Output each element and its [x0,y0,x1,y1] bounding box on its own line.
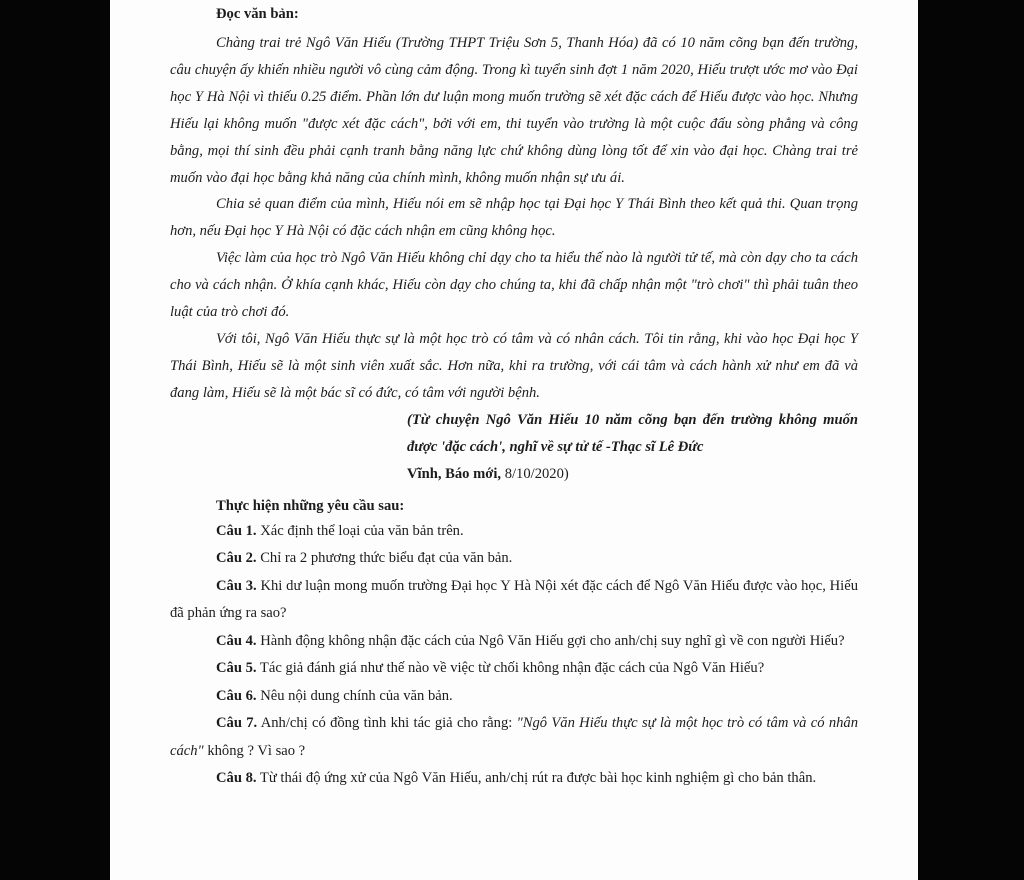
question-text: Hành động không nhận đặc cách của Ngô Văn Hiếu gợi cho anh/chị suy nghĩ gì về con người Hiếu? [256,632,845,649]
question-5 [170,655,858,683]
question-label: Câu 6. [216,687,257,704]
passage-paragraph-2: Chia sẻ quan điểm của mình, Hiếu nói em sẽ nhập học tại Đại học Y Thái Bình theo kết quả thi. Quan trọng hơn, nếu Đại học Y Hà Nội có đặc cách nhận em cũng không học. [170,196,858,240]
document-content [170,4,858,793]
question-4 [170,628,858,656]
source-publisher: Vĩnh, Báo mới, [407,465,502,482]
question-text: Khi dư luận mong muốn trường Đại học Y Hà Nội xét đặc cách để Ngô Văn Hiếu được vào học, Hiếu đã phản ứng ra sao? [170,577,858,622]
question-label: Câu 3. [216,577,257,594]
source-title: (Từ chuyện Ngô Văn Hiếu 10 năm cõng bạn đến trường không muốn được 'đặc cách', nghĩ về sự tử tế -Thạc sĩ Lê Đức [407,411,858,455]
question-8 [170,765,858,793]
question-text-after: không ? Vì sao ? [203,742,306,759]
question-label: Câu 7. [216,715,258,732]
question-label: Câu 4. [216,632,257,649]
question-text: Xác định thể loại của văn bản trên. [256,522,464,539]
question-6 [170,683,858,711]
question-label: Câu 1. [216,522,257,539]
question-text: Chỉ ra 2 phương thức biểu đạt của văn bản. [256,550,513,567]
requirements-heading: Thực hiện những yêu cầu sau: [216,497,405,514]
passage-paragraph-4: Với tôi, Ngô Văn Hiếu thực sự là một học trò có tâm và có nhân cách. Tôi tin rằng, khi vào học Đại học Y Thái Bình, Hiếu sẽ là một sinh viên xuất sắc. Hơn nữa, khi ra trường, với cái tâm và cách hành xử như em đã và đang làm, Hiếu sẽ là một bác sĩ có đức, có tâm với người bệnh. [170,330,858,401]
passage-paragraph-3: Việc làm của học trò Ngô Văn Hiếu không chỉ dạy cho ta hiểu thế nào là người tử tế, mà còn dạy cho ta cách cho và cách nhận. Ở khía cạnh khác, Hiếu còn dạy cho chúng ta, khi đã chấp nhận một "trò chơi" thì phải tuân theo luật của trò chơi đó. [170,250,858,321]
question-label: Câu 2. [216,550,257,567]
question-label: Câu 8. [216,770,257,787]
question-3 [170,573,858,628]
reading-heading: Đọc văn bản: [216,6,299,22]
question-2 [170,545,858,573]
question-7 [170,710,858,765]
question-1 [170,518,858,546]
question-label: Câu 5. [216,660,257,677]
source-date: 8/10/2020) [501,465,569,482]
question-quote: "Ngô Văn Hiếu thực sự là một học trò có tâm và có nhân cách" [170,715,859,759]
passage-paragraph-1: Chàng trai trẻ Ngô Văn Hiếu (Trường THPT Triệu Sơn 5, Thanh Hóa) đã có 10 năm cõng bạn đến trường, câu chuyện ấy khiến nhiều người vô cùng cảm động. Trong kì tuyển sinh đợt 1 năm 2020, Hiếu trượt ước mơ vào Đại học Y Hà Nội vì thiếu 0.25 điểm. Phần lớn dư luận mong muốn trường sẽ xét đặc cách để Hiếu được vào học. Nhưng Hiếu lại không muốn "được xét đặc cách", bởi với em, thi tuyển vào trường là một cuộc đấu sòng phẳng và công bằng, mọi thí sinh đều phải cạnh tranh bằng năng lực chứ không dùng lòng tốt để xin vào đại học. Chàng trai trẻ muốn vào đại học bằng khả năng của chính mình, không muốn nhận sự ưu ái. [170,35,858,186]
question-text: Nêu nội dung chính của văn bản. [256,687,453,704]
question-text: Tác giả đánh giá như thế nào về việc từ chối không nhận đặc cách của Ngô Văn Hiếu? [256,660,765,677]
source-citation [407,407,858,488]
document-page [110,0,918,880]
question-text: Anh/chị có đồng tình khi tác giả cho rằng: [257,715,517,732]
question-text: Từ thái độ ứng xử của Ngô Văn Hiếu, anh/chị rút ra được bài học kinh nghiệm gì cho bản thân. [256,770,817,787]
